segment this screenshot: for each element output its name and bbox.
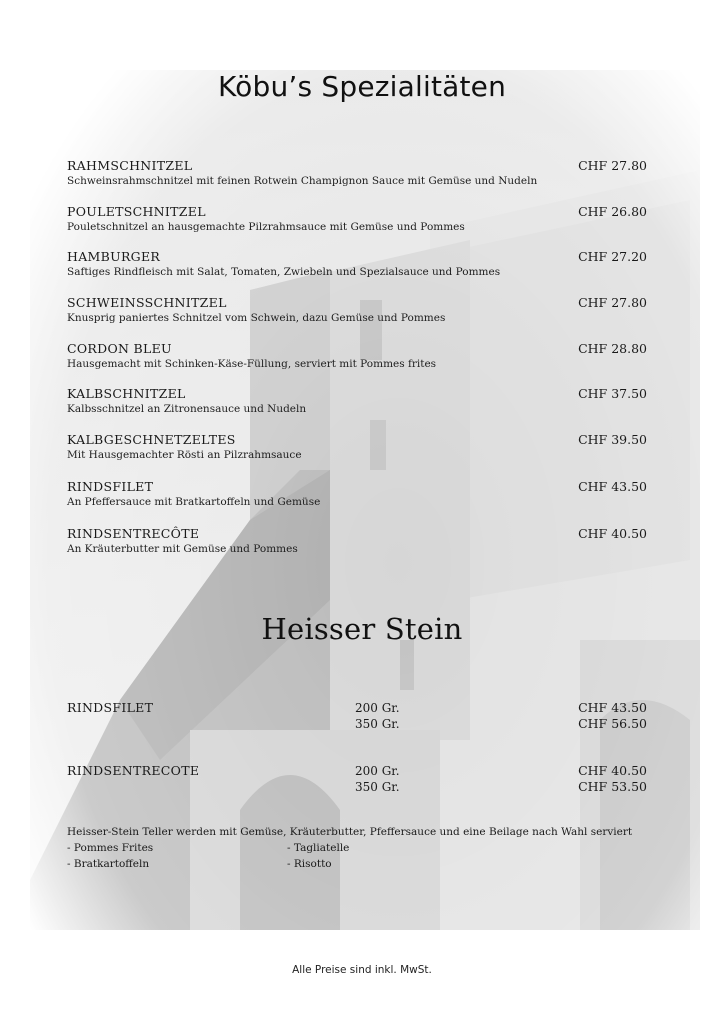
side-dish-item: - Tagliatelle [287,842,350,854]
menu-item-name: CORDON BLEU [67,341,172,356]
menu-item-price: CHF 27.80 [578,158,647,173]
side-dish-item: - Bratkartoffeln [67,858,150,870]
menu-item [67,295,647,326]
menu-item-price: CHF 39.50 [578,432,647,447]
menu-item [67,158,647,189]
menu-item-description: Knusprig paniertes Schnitzel vom Schwein, dazu Gemüse und Pommes [67,312,446,324]
menu-item-description: Mit Hausgemachter Rösti an Pilzrahmsauce [67,449,302,461]
size-price: CHF 40.50 [578,763,647,778]
menu-item-description: Schweinsrahmschnitzel mit feinen Rotwein Champignon Sauce mit Gemüse und Nudeln [67,175,538,187]
specialities-title: Köbu’s Spezialitäten [217,70,507,103]
size-price: CHF 56.50 [578,716,647,731]
hot-stone-notes [67,824,667,872]
menu-item-name: RINDSENTRECÔTE [67,526,200,541]
hot-stone-title: Heisser Stein [261,612,463,646]
menu-item-description: Kalbsschnitzel an Zitronensauce und Nudeln [67,403,307,415]
menu-item-price: CHF 27.80 [578,295,647,310]
menu-item-name: RAHMSCHNITZEL [67,158,193,173]
hot-stone-prices [578,763,647,795]
hot-stone-sizes [355,763,400,795]
size-option: 350 Gr. [355,780,400,794]
menu-item [67,386,647,417]
hot-stone-item-name: RINDSFILET [67,700,154,715]
menu-item-name: SCHWEINSSCHNITZEL [67,295,227,310]
size-price: CHF 53.50 [578,779,647,794]
menu-item-name: KALBSCHNITZEL [67,386,186,401]
menu-item-price: CHF 43.50 [578,479,647,494]
menu-item-price: CHF 27.20 [578,249,647,264]
menu-item-price: CHF 37.50 [578,386,647,401]
side-dish-options [67,840,667,872]
menu-item-description: Hausgemacht mit Schinken-Käse-Füllung, serviert mit Pommes frites [67,358,437,370]
menu-item [67,249,647,280]
menu-item [67,341,647,372]
menu-item-description: Pouletschnitzel an hausgemachte Pilzrahmsauce mit Gemüse und Pommes [67,221,465,233]
size-price: CHF 43.50 [578,700,647,715]
menu-item-name: POULETSCHNITZEL [67,204,206,219]
menu-item-description: An Kräuterbutter mit Gemüse und Pommes [67,543,298,555]
menu-item-name: KALBGESCHNETZELTES [67,432,236,447]
menu-item-description: An Pfeffersauce mit Bratkartoffeln und Gemüse [67,496,321,508]
hot-stone-note: Heisser-Stein Teller werden mit Gemüse, Kräuterbutter, Pfeffersauce und eine Beilage nach Wahl serviert [67,826,633,838]
menu-item [67,432,647,463]
side-dish-item: - Risotto [287,858,332,870]
menu-item-price: CHF 40.50 [578,526,647,541]
hot-stone-prices [578,700,647,732]
size-option: 350 Gr. [355,717,400,731]
menu-item-name: RINDSFILET [67,479,154,494]
menu-item [67,479,647,510]
menu-item-price: CHF 26.80 [578,204,647,219]
size-option: 200 Gr. [355,764,400,778]
menu-item [67,526,647,557]
menu-item-name: HAMBURGER [67,249,161,264]
menu-item-price: CHF 28.80 [578,341,647,356]
size-option: 200 Gr. [355,701,400,715]
vat-footer: Alle Preise sind inkl. MwSt. [292,964,432,976]
hot-stone-sizes [355,700,400,732]
menu-item-description: Saftiges Rindfleisch mit Salat, Tomaten, Zwiebeln und Spezialsauce und Pommes [67,266,501,278]
menu-item [67,204,647,235]
hot-stone-item-name: RINDSENTRECOTE [67,763,200,778]
side-dish-item: - Pommes Frites [67,842,154,854]
